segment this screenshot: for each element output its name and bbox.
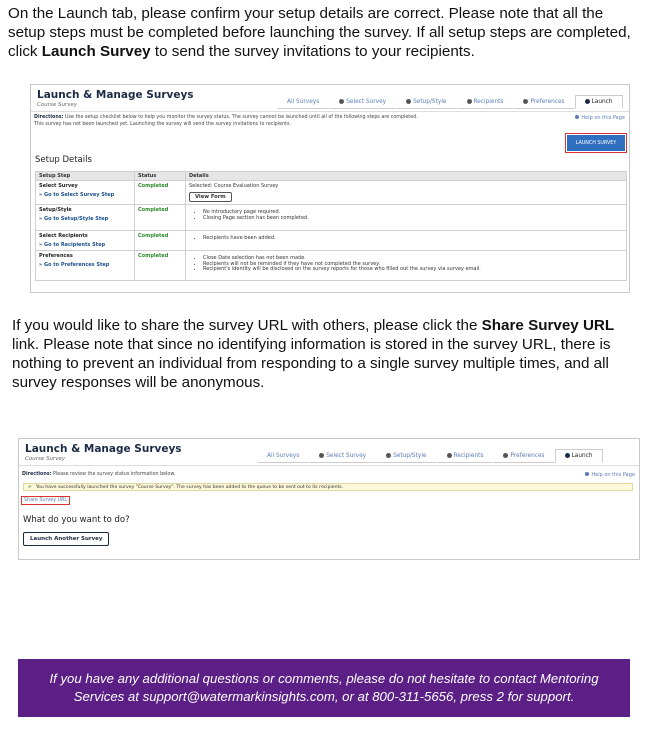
launch-tab-screenshot [30, 84, 630, 293]
check-icon: ✔ [28, 484, 32, 490]
step-name: Preferences [39, 253, 73, 259]
step-name: Select Recipients [39, 233, 88, 239]
tab-setup-style[interactable]: Setup/Style [376, 449, 436, 463]
step-icon [339, 99, 344, 104]
step-icon [467, 99, 472, 104]
step-name: Setup/Style [39, 207, 72, 213]
go-to-step-link[interactable]: » Go to Recipients Step [39, 242, 106, 248]
directions-text: Directions: Please review the survey status information below. [22, 472, 176, 477]
share-survey-url-link[interactable]: Share Survey URL [21, 496, 70, 505]
detail-bullet: • Closing Page section has been completed. [203, 216, 623, 222]
tab-setup-style[interactable]: Setup/Style [396, 95, 456, 109]
detail-text: Selected: Course Evaluation Survey [189, 183, 279, 189]
divider [31, 111, 629, 112]
tab-all-surveys[interactable]: All Surveys [257, 449, 309, 463]
step-icon [406, 99, 411, 104]
launched-screenshot [18, 438, 640, 560]
tab-bar [277, 95, 623, 109]
tab-select-survey[interactable]: Select Survey [329, 95, 396, 109]
step-icon [503, 453, 508, 458]
setup-table [35, 171, 627, 281]
tab-recipients[interactable]: Recipients [457, 95, 514, 109]
share-text-end: link. Please note that since no identifying information is stored in the survey URL, there is nothing to prevent an individual from responding to a single survey multiple times, and all survey responses will be anonymous. [12, 336, 611, 391]
app-subtitle: Course Survey [37, 102, 78, 108]
success-message: ✔ You have successfully launched the survey "Course Survey". The survey has been added to the queue to be sent out to its recipients. [23, 483, 633, 491]
tab-launch[interactable]: Launch [575, 95, 623, 109]
detail-bullet: • Recipients will not be reminded if they have not completed the survey. [203, 262, 623, 268]
share-paragraph [12, 316, 632, 392]
go-to-step-link[interactable]: » Go to Preferences Step [39, 262, 110, 268]
table-row [36, 181, 627, 205]
status-completed: Completed [138, 233, 169, 239]
tab-select-survey[interactable]: Select Survey [309, 449, 376, 463]
step-icon [319, 453, 324, 458]
step-icon [447, 453, 452, 458]
footer-line: If you have any additional questions or comments, please do not hesitate to contact Mentoring [49, 671, 599, 686]
share-text: If you would like to share the survey URL with others, please click the [12, 317, 482, 334]
step-icon [523, 99, 528, 104]
status-completed: Completed [138, 207, 169, 213]
status-completed: Completed [138, 183, 169, 189]
app-subtitle: Course Survey [25, 456, 66, 462]
tab-all-surveys[interactable]: All Surveys [277, 95, 329, 109]
intro-text-end: to send the survey invitations to your recipients. [150, 43, 475, 60]
table-row [36, 251, 627, 281]
footer-line: Services at support@watermarkinsights.com, or at 800-311-5656, press 2 for support. [73, 689, 575, 704]
app-title: Launch & Manage Surveys [37, 89, 194, 101]
status-completed: Completed [138, 253, 169, 259]
col-header: Setup Step [36, 172, 135, 181]
intro-bold: Launch Survey [41, 43, 151, 60]
intro-paragraph [8, 4, 644, 61]
detail-bullet: • Recipient's identity will be disclosed on the survey reports for those who filled out the survey via survey email. [203, 267, 623, 273]
step-icon [585, 99, 590, 104]
view-form-button[interactable]: View Form [189, 192, 232, 202]
detail-bullet: • Close Date selection has not been made. [203, 256, 623, 262]
share-bold: Share Survey URL [481, 317, 615, 334]
tab-preferences[interactable]: Preferences [493, 449, 554, 463]
table-row [36, 231, 627, 251]
help-link[interactable]: Help on this Page [585, 472, 635, 478]
tab-launch[interactable]: Launch [555, 449, 603, 463]
step-icon [386, 453, 391, 458]
col-header: Details [186, 172, 627, 181]
go-to-step-link[interactable]: » Go to Select Survey Step [39, 192, 115, 198]
detail-bullet: • No introductory page required. [203, 210, 623, 216]
col-header: Status [135, 172, 186, 181]
contact-footer [18, 659, 630, 717]
help-link[interactable]: Help on this Page [575, 115, 625, 121]
intro-text: On the Launch tab, please confirm your setup details are correct. Please note that all the setup steps must be completed before launching the survey. If all setup steps are completed, click [8, 5, 631, 60]
app-title: Launch & Manage Surveys [25, 443, 182, 455]
tab-bar [257, 449, 603, 463]
launch-another-survey-button[interactable]: Launch Another Survey [23, 532, 109, 546]
setup-details-heading: Setup Details [35, 155, 92, 165]
launch-survey-button[interactable]: LAUNCH SURVEY [567, 135, 625, 151]
step-icon [565, 453, 570, 458]
help-icon [575, 115, 579, 119]
directions-text: Directions: Use the setup checklist below to help you monitor the survey status. The survey cannot be launched until all of the following steps are completed. This survey has not been launched yet. Launching the survey will send the survey invitations to recipients. [34, 115, 418, 127]
help-icon [585, 472, 589, 476]
divider [19, 465, 639, 466]
detail-bullet: • Recipients have been added. [203, 236, 623, 242]
tab-recipients[interactable]: Recipients [437, 449, 494, 463]
tab-preferences[interactable]: Preferences [513, 95, 574, 109]
table-row [36, 205, 627, 231]
next-action-heading: What do you want to do? [23, 515, 130, 525]
step-name: Select Survey [39, 183, 78, 189]
go-to-step-link[interactable]: » Go to Setup/Style Step [39, 216, 109, 222]
